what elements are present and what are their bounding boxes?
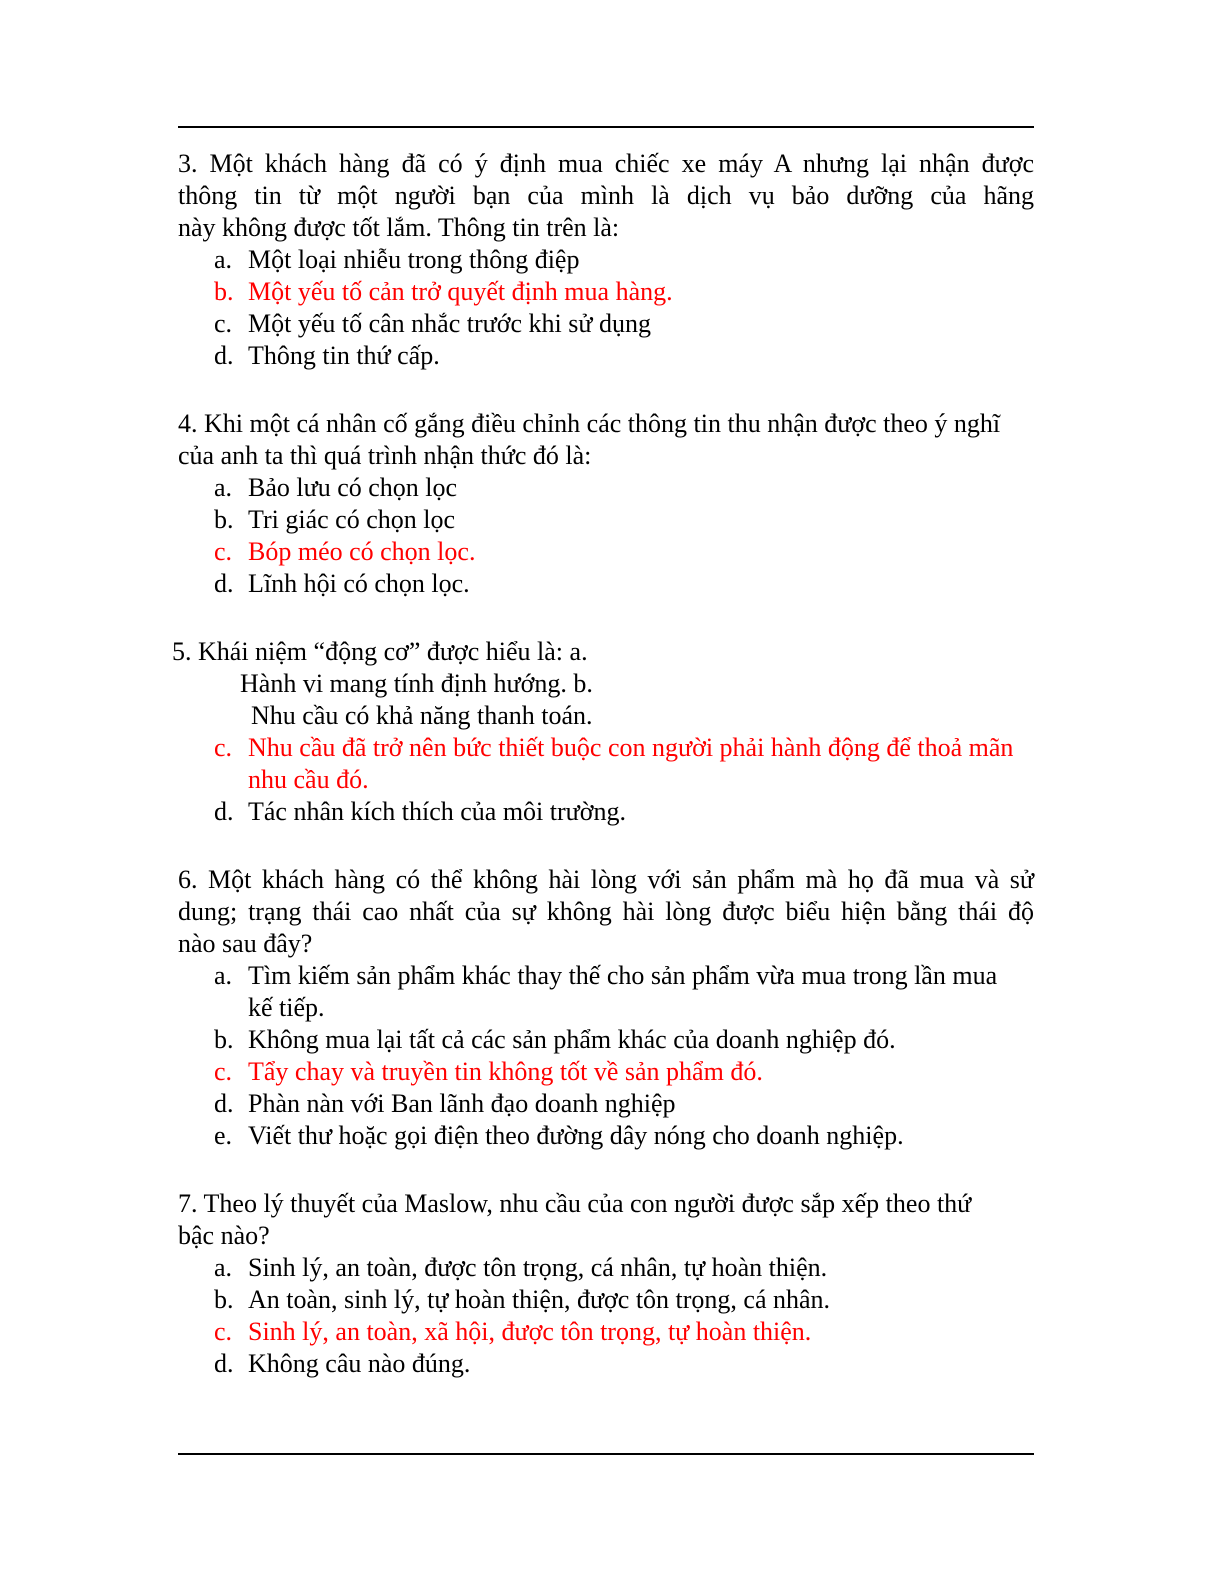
- question-stem-line: 3. Một khách hàng đã có ý định mua chiếc xe máy A nhưng lại nhận được: [178, 149, 1034, 178]
- option-letter: d.: [214, 797, 234, 826]
- option-letter: c.: [214, 1057, 233, 1086]
- option-text: An toàn, sinh lý, tự hoàn thiện, được tôn trọng, cá nhân.: [248, 1285, 831, 1314]
- question-stem-line: thông tin từ một người bạn của mình là dịch vụ bảo dưỡng của hãng: [178, 181, 1034, 210]
- answer-option: [214, 504, 455, 536]
- header-rule: [178, 126, 1034, 128]
- answer-option: [214, 1348, 470, 1380]
- option-letter: c.: [214, 309, 233, 338]
- option-text: Thông tin thứ cấp.: [248, 341, 440, 370]
- question-stem-line: này không được tốt lắm. Thông tin trên là:: [178, 213, 620, 242]
- option-letter: c.: [214, 1317, 233, 1346]
- question-stem-line: của anh ta thì quá trình nhận thức đó là:: [178, 441, 592, 470]
- question-stem-line: bậc nào?: [178, 1221, 270, 1250]
- answer-option: [214, 568, 470, 600]
- option-letter: a.: [214, 473, 233, 502]
- option-text: Một loại nhiễu trong thông điệp: [248, 245, 580, 274]
- answer-option: [214, 1120, 904, 1152]
- option-letter: d.: [214, 569, 234, 598]
- correct-answer-option: [214, 1316, 811, 1348]
- option-letter: d.: [214, 1089, 234, 1118]
- option-letter: a.: [214, 961, 233, 990]
- answer-option: [214, 1024, 896, 1056]
- option-text: Không câu nào đúng.: [248, 1349, 471, 1378]
- question-stem-line: nào sau đây?: [178, 929, 313, 958]
- answer-option: [214, 472, 457, 504]
- option-continuation: kế tiếp.: [248, 993, 325, 1022]
- option-text: Tác nhân kích thích của môi trường.: [248, 797, 627, 826]
- answer-option: [214, 1088, 676, 1120]
- question-stem-line: 7. Theo lý thuyết của Maslow, nhu cầu của con người được sắp xếp theo thứ: [178, 1189, 972, 1218]
- option-letter: a.: [214, 245, 233, 274]
- question-stem-line: 4. Khi một cá nhân cố gắng điều chỉnh các thông tin thu nhận được theo ý nghĩ: [178, 409, 1001, 438]
- correct-answer-option: [214, 276, 673, 308]
- option-letter: b.: [214, 277, 234, 306]
- option-text: Tri giác có chọn lọc: [248, 505, 455, 534]
- correct-answer-option: [214, 1056, 763, 1088]
- answer-option: [214, 960, 997, 992]
- question-stem-line: Hành vi mang tính định hướng. b.: [240, 669, 593, 698]
- option-letter: b.: [214, 1285, 234, 1314]
- question-stem-line: Nhu cầu có khả năng thanh toán.: [251, 701, 593, 730]
- option-text: Viết thư hoặc gọi điện theo đường dây nóng cho doanh nghiệp.: [248, 1121, 904, 1150]
- option-text: Bóp méo có chọn lọc.: [248, 537, 476, 566]
- question-stem-line: 5. Khái niệm “động cơ” được hiểu là: a.: [172, 637, 588, 666]
- option-letter: c.: [214, 733, 233, 762]
- correct-answer-option: [214, 536, 475, 568]
- answer-option: [214, 1284, 830, 1316]
- option-text: Lĩnh hội có chọn lọc.: [248, 569, 470, 598]
- answer-option: [214, 308, 651, 340]
- option-text: Sinh lý, an toàn, được tôn trọng, cá nhân, tự hoàn thiện.: [248, 1253, 828, 1282]
- question-stem-line: 6. Một khách hàng có thể không hài lòng với sản phẩm mà họ đã mua và sử: [178, 865, 1034, 894]
- option-text: Nhu cầu đã trở nên bức thiết buộc con người phải hành động để thoả mãn: [248, 733, 1014, 762]
- answer-option: [214, 340, 440, 372]
- option-continuation: nhu cầu đó.: [248, 765, 369, 794]
- option-text: Tẩy chay và truyền tin không tốt về sản phẩm đó.: [248, 1057, 763, 1086]
- option-text: Phàn nàn với Ban lãnh đạo doanh nghiệp: [248, 1089, 676, 1118]
- option-letter: e.: [214, 1121, 233, 1150]
- option-text: Một yếu tố cân nhắc trước khi sử dụng: [248, 309, 651, 338]
- option-text: Sinh lý, an toàn, xã hội, được tôn trọng, tự hoàn thiện.: [248, 1317, 812, 1346]
- option-letter: a.: [214, 1253, 233, 1282]
- option-text: Một yếu tố cản trở quyết định mua hàng.: [248, 277, 673, 306]
- option-letter: c.: [214, 537, 233, 566]
- answer-option: [214, 1252, 827, 1284]
- option-text: Bảo lưu có chọn lọc: [248, 473, 458, 502]
- option-text: Tìm kiếm sản phẩm khác thay thế cho sản phẩm vừa mua trong lần mua: [248, 961, 998, 990]
- option-letter: b.: [214, 505, 234, 534]
- option-letter: d.: [214, 341, 234, 370]
- answer-option: [214, 244, 579, 276]
- footer-rule: [178, 1453, 1034, 1455]
- option-text: Không mua lại tất cả các sản phẩm khác của doanh nghiệp đó.: [248, 1025, 896, 1054]
- option-letter: d.: [214, 1349, 234, 1378]
- option-letter: b.: [214, 1025, 234, 1054]
- correct-answer-option: [214, 732, 1013, 764]
- question-stem-line: dung; trạng thái cao nhất của sự không hài lòng được biểu hiện bằng thái độ: [178, 897, 1034, 926]
- answer-option: [214, 796, 626, 828]
